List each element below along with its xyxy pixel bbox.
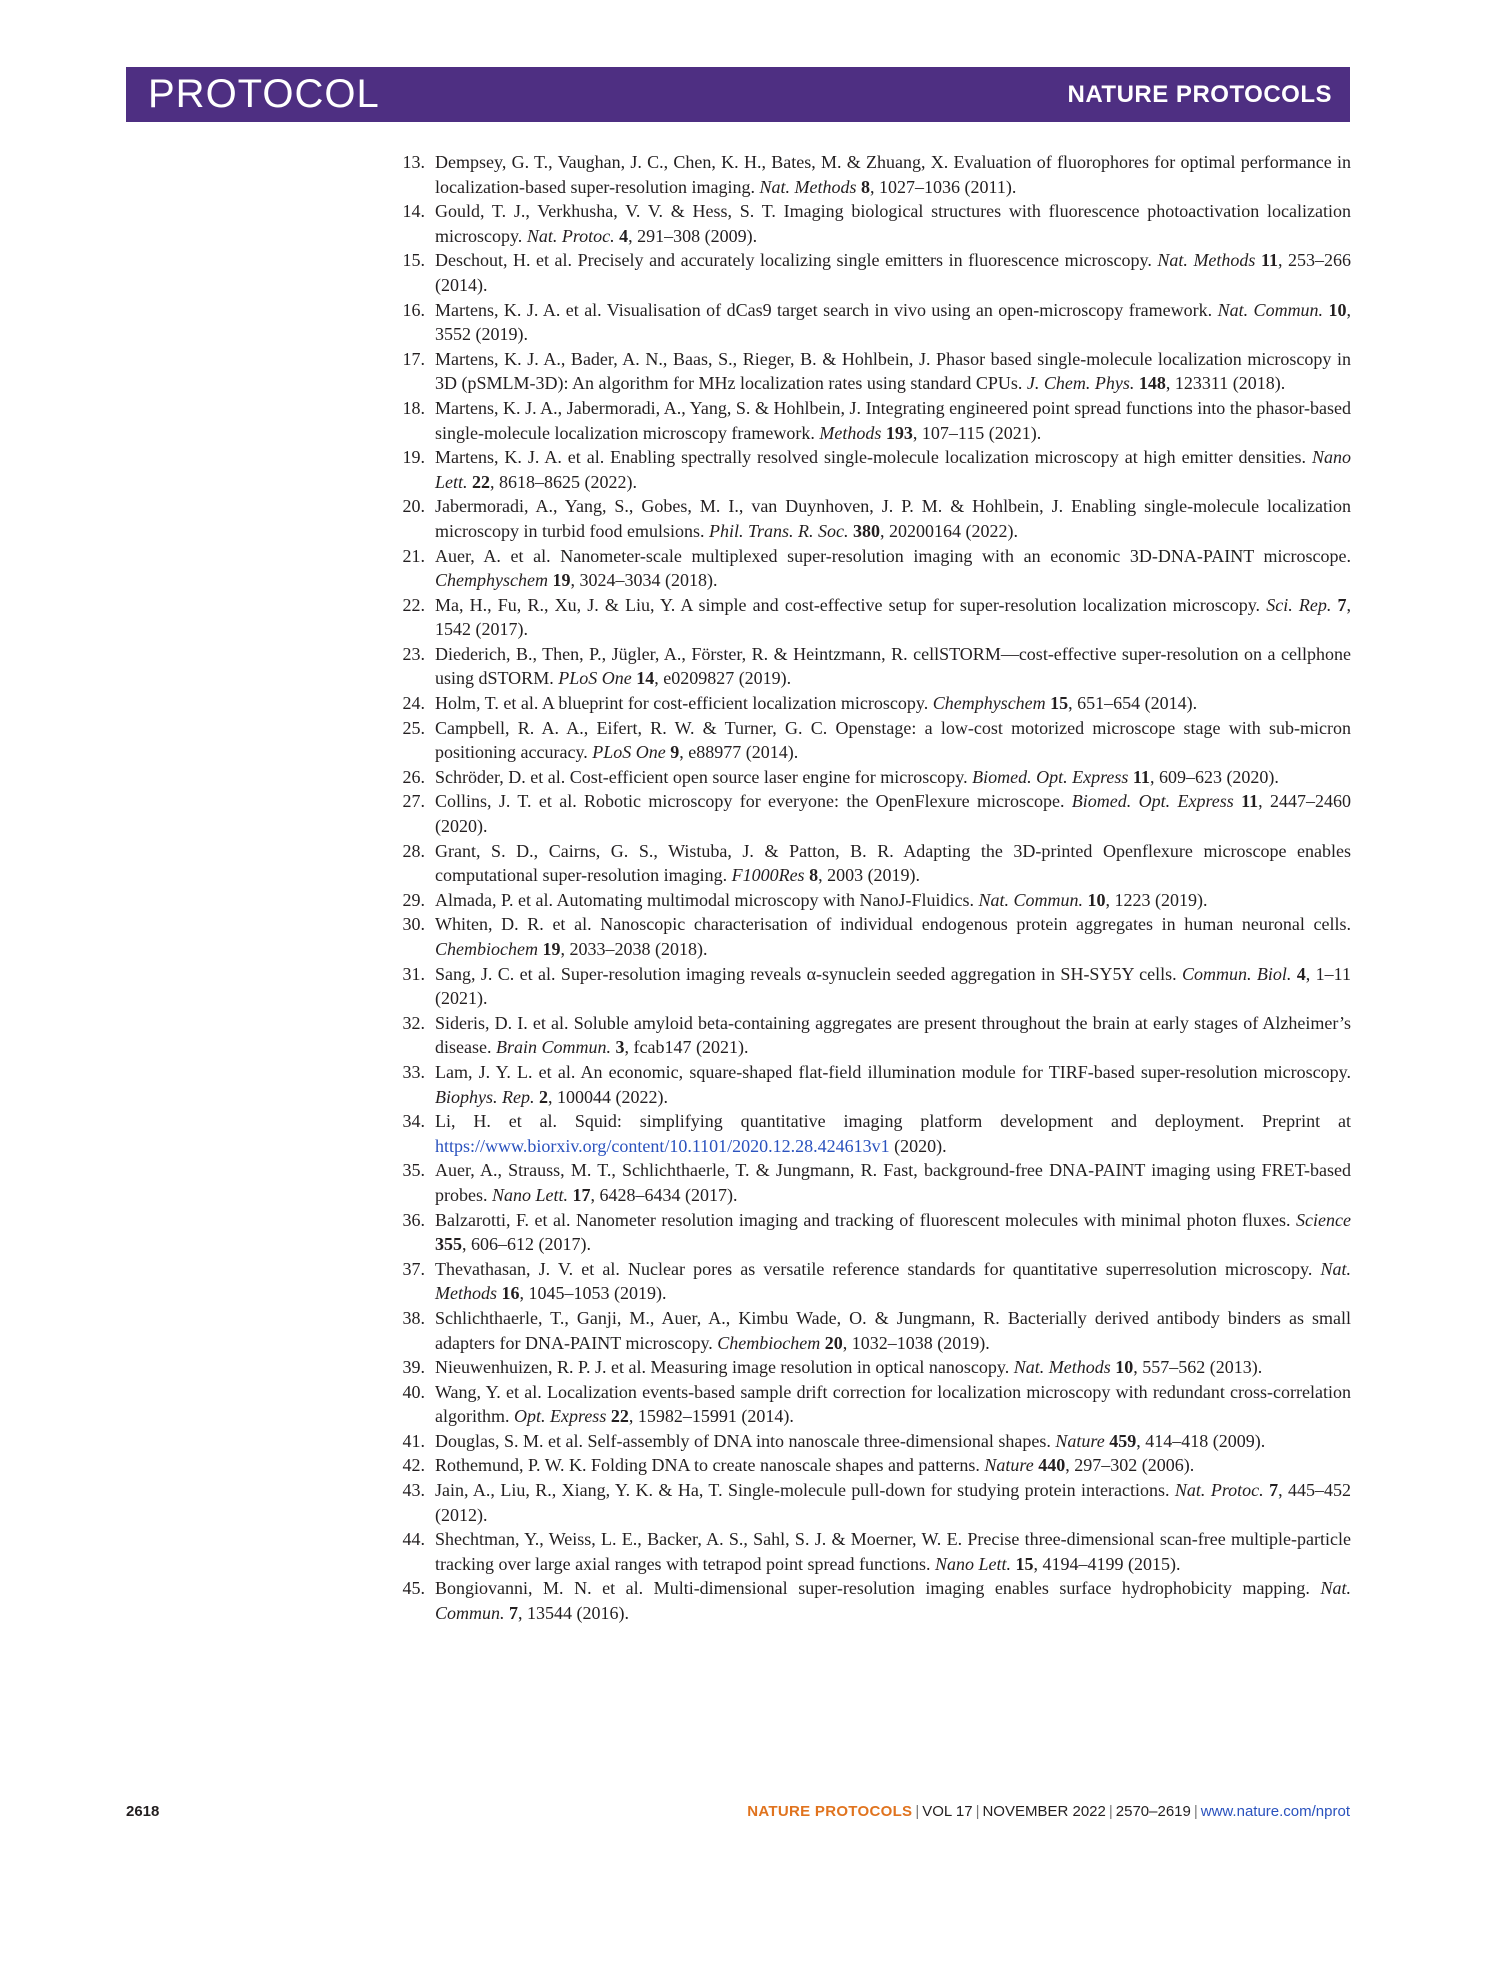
volume-number: 11 bbox=[1132, 766, 1150, 787]
footer-separator: | bbox=[1193, 1803, 1198, 1820]
volume-number: 4 bbox=[619, 225, 629, 246]
reference-number: 13. bbox=[402, 152, 425, 172]
reference-item bbox=[395, 789, 1351, 838]
reference-text: Schröder, D. et al. Cost-efficient open source laser engine for microscopy. bbox=[435, 766, 973, 787]
reference-text: , 609–623 (2020). bbox=[1149, 766, 1279, 787]
reference-text: , 6428–6434 (2017). bbox=[590, 1184, 738, 1205]
reference-item bbox=[395, 1453, 1351, 1478]
reference-number: 32. bbox=[402, 1012, 425, 1033]
reference-text: Holm, T. et al. A blueprint for cost-efficient localization microscopy. bbox=[435, 693, 933, 714]
journal-title: Phil. Trans. R. Soc. bbox=[708, 520, 849, 541]
volume-number: 19 bbox=[552, 570, 571, 591]
reference-number: 28. bbox=[402, 840, 425, 861]
reference-item bbox=[395, 1158, 1351, 1207]
journal-title: Biophys. Rep. bbox=[435, 1086, 535, 1107]
journal-title: Nat. Commun. bbox=[1217, 299, 1324, 320]
reference-number: 17. bbox=[402, 348, 425, 369]
reference-item bbox=[395, 1257, 1351, 1306]
reference-text: Almada, P. et al. Automating multimodal microscopy with NanoJ-Fluidics. bbox=[435, 889, 979, 910]
volume-number: 20 bbox=[824, 1332, 843, 1353]
journal-title: Commun. Biol. bbox=[1182, 963, 1292, 984]
reference-text: Whiten, D. R. et al. Nanoscopic characterisation of individual endogenous protein aggregates in human neuronal cells. bbox=[435, 914, 1351, 935]
reference-item bbox=[395, 691, 1351, 716]
reference-text: Lam, J. Y. L. et al. An economic, square-shaped flat-field illumination module for TIRF-based super-resolution microscopy. bbox=[435, 1061, 1351, 1082]
volume-number: 11 bbox=[1260, 250, 1278, 271]
reference-text: , 1032–1038 (2019). bbox=[842, 1332, 990, 1353]
reference-text: , 414–418 (2009). bbox=[1136, 1430, 1266, 1451]
footer-url-link[interactable]: www.nature.com/nprot bbox=[1200, 1803, 1350, 1820]
reference-text: Grant, S. D., Cairns, G. S., Wistuba, J. & Patton, B. R. Adapting the 3D-printed Openflexure microscope enables computational super-resolution imaging. bbox=[435, 840, 1351, 886]
journal-title: Biomed. Opt. Express bbox=[972, 766, 1129, 787]
volume-number: 22 bbox=[472, 471, 491, 492]
reference-number: 14. bbox=[402, 201, 425, 222]
reference-item bbox=[395, 962, 1351, 1011]
reference-text: , 100044 (2022). bbox=[547, 1086, 668, 1107]
volume-number: 148 bbox=[1138, 373, 1166, 394]
page-number: 2618 bbox=[126, 1803, 160, 1820]
volume-number: 8 bbox=[861, 176, 871, 197]
journal-title: Brain Commun. bbox=[495, 1037, 611, 1058]
reference-text: , 297–302 (2006). bbox=[1065, 1455, 1195, 1476]
reference-text: Sang, J. C. et al. Super-resolution imaging reveals α-synuclein seeded aggregation in SH-SY5Y cells. bbox=[435, 963, 1183, 984]
reference-item bbox=[395, 298, 1351, 347]
journal-name: NATURE PROTOCOLS bbox=[1067, 81, 1332, 108]
reference-text: , 651–654 (2014). bbox=[1068, 693, 1198, 714]
reference-text: Nieuwenhuizen, R. P. J. et al. Measuring image resolution in optical nanoscopy. bbox=[435, 1357, 1014, 1378]
reference-text: (2020). bbox=[889, 1135, 947, 1156]
journal-title: Methods bbox=[819, 422, 882, 443]
journal-title: Chemphyschem bbox=[932, 693, 1046, 714]
reference-text: , e88977 (2014). bbox=[679, 742, 799, 763]
header-bar bbox=[126, 67, 1350, 122]
reference-number: 24. bbox=[402, 693, 425, 714]
reference-item bbox=[395, 1306, 1351, 1355]
volume-number: 2 bbox=[538, 1086, 548, 1107]
reference-number: 40. bbox=[402, 1381, 425, 1402]
volume-number: 8 bbox=[809, 865, 819, 886]
reference-number: 36. bbox=[402, 1209, 425, 1230]
reference-text: , 8618–8625 (2022). bbox=[490, 471, 638, 492]
volume-number: 440 bbox=[1038, 1455, 1066, 1476]
volume-number: 3 bbox=[615, 1037, 625, 1058]
volume-number: 10 bbox=[1328, 299, 1347, 320]
journal-title: Opt. Express bbox=[514, 1406, 607, 1427]
reference-text: , 1045–1053 (2019). bbox=[519, 1283, 667, 1304]
reference-text: , 15982–15991 (2014). bbox=[628, 1406, 794, 1427]
reference-text: Shechtman, Y., Weiss, L. E., Backer, A. S., Sahl, S. J. & Moerner, W. E. Precise three-dimensional scan-free multiple-particle tracking over large axial ranges with tetrapod point spread functions. bbox=[435, 1529, 1351, 1574]
reference-text: Wang, Y. et al. Localization events-based sample drift correction for localization microscopy with redundant cross-correlation algorithm. bbox=[435, 1381, 1351, 1427]
volume-number: 16 bbox=[501, 1283, 520, 1304]
journal-title: PLoS One bbox=[558, 668, 632, 689]
volume-number: 19 bbox=[542, 939, 561, 959]
reference-text: Schlichthaerle, T., Ganji, M., Auer, A., Kimbu Wade, O. & Jungmann, R. Bacterially derived antibody binders as small adapters for DNA-PAINT microscopy. bbox=[435, 1307, 1351, 1353]
journal-title: Nature bbox=[984, 1455, 1034, 1476]
reference-text: , fcab147 (2021). bbox=[624, 1037, 749, 1058]
reference-number: 34. bbox=[402, 1111, 425, 1132]
reference-item bbox=[395, 1576, 1351, 1625]
volume-number: 380 bbox=[853, 520, 880, 541]
volume-number: 7 bbox=[1269, 1480, 1279, 1501]
reference-text: Auer, A. et al. Nanometer-scale multiplexed super-resolution imaging with an economic 3D-DNA-PAINT microscope. bbox=[435, 545, 1351, 566]
reference-number: 33. bbox=[402, 1061, 425, 1082]
reference-text: Diederich, B., Then, P., Jügler, A., Förster, R. & Heintzmann, R. cellSTORM—cost-effective super-resolution on a cellphone using dSTORM. bbox=[435, 643, 1351, 689]
reference-item bbox=[395, 494, 1351, 543]
volume-number: 193 bbox=[885, 422, 913, 443]
reference-number: 25. bbox=[402, 717, 425, 738]
reference-text: Martens, K. J. A. et al. Enabling spectrally resolved single-molecule localization microscopy at high emitter densities. bbox=[435, 447, 1312, 468]
volume-number: 15 bbox=[1050, 693, 1069, 714]
reference-text: , 1223 (2019). bbox=[1105, 889, 1208, 910]
reference-list bbox=[395, 150, 1351, 1626]
reference-item bbox=[395, 544, 1351, 593]
reference-text: Ma, H., Fu, R., Xu, J. & Liu, Y. A simple and cost-effective setup for super-resolution localization microscopy. bbox=[435, 594, 1267, 615]
reference-number: 18. bbox=[402, 397, 425, 418]
reference-item bbox=[395, 1060, 1351, 1109]
reference-text: , e0209827 (2019). bbox=[654, 668, 792, 689]
reference-number: 26. bbox=[402, 766, 425, 787]
reference-number: 35. bbox=[402, 1160, 425, 1181]
reference-text: Sideris, D. I. et al. Soluble amyloid beta-containing aggregates are present throughout the brain at early stages of Alzheimer’s disease. bbox=[435, 1012, 1351, 1058]
reference-item bbox=[395, 912, 1351, 961]
volume-number: 7 bbox=[1337, 594, 1347, 615]
reference-number: 45. bbox=[402, 1578, 425, 1599]
reference-item bbox=[395, 1355, 1351, 1380]
volume-number: 11 bbox=[1241, 791, 1259, 812]
reference-text: Gould, T. J., Verkhusha, V. V. & Hess, S. T. Imaging biological structures with fluorescence photoactivation localization microscopy. bbox=[435, 201, 1351, 246]
reference-item bbox=[395, 1011, 1351, 1060]
reference-text: Thevathasan, J. V. et al. Nuclear pores as versatile reference standards for quantitative superresolution microscopy. bbox=[435, 1258, 1321, 1279]
footer-date: NOVEMBER 2022 bbox=[982, 1803, 1106, 1820]
reference-text: Li, H. et al. Squid: simplifying quantitative imaging platform development and deployment. Preprint at bbox=[435, 1111, 1351, 1132]
reference-text: Martens, K. J. A., Jabermoradi, A., Yang, S. & Hohlbein, J. Integrating engineered point spread functions into the phasor-based single-molecule localization microscopy framework. bbox=[435, 397, 1351, 443]
reference-text: , 20200164 (2022). bbox=[880, 520, 1018, 541]
reference-number: 39. bbox=[402, 1357, 425, 1378]
reference-number: 29. bbox=[402, 889, 425, 910]
journal-title: Nature bbox=[1055, 1430, 1105, 1451]
journal-title: Nat. Methods bbox=[1157, 250, 1256, 271]
volume-number: 22 bbox=[610, 1406, 629, 1427]
reference-number: 43. bbox=[402, 1480, 425, 1501]
reference-item bbox=[395, 765, 1351, 790]
reference-item bbox=[395, 1109, 1351, 1158]
reference-text: Deschout, H. et al. Precisely and accurately localizing single emitters in fluorescence microscopy. bbox=[435, 250, 1158, 271]
reference-text: , 1542 (2017). bbox=[435, 594, 1351, 640]
reference-number: 30. bbox=[402, 914, 425, 935]
journal-title: Nat. Methods bbox=[435, 1258, 1351, 1304]
reference-text: Douglas, S. M. et al. Self-assembly of DNA into nanoscale three-dimensional shapes. bbox=[435, 1430, 1056, 1451]
journal-title: Nano Lett. bbox=[492, 1184, 569, 1205]
reference-item bbox=[395, 199, 1351, 248]
reference-text: , 606–612 (2017). bbox=[462, 1234, 591, 1255]
reference-text: Jain, A., Liu, R., Xiang, Y. K. & Ha, T. Single-molecule pull-down for studying protein interactions. bbox=[435, 1480, 1175, 1501]
footer-separator: | bbox=[975, 1803, 980, 1820]
reference-text: , 2447–2460 (2020). bbox=[435, 791, 1351, 837]
reference-item bbox=[395, 593, 1351, 642]
reference-text: , 13544 (2016). bbox=[518, 1603, 630, 1624]
journal-title: Biomed. Opt. Express bbox=[1071, 791, 1234, 812]
journal-title: Science bbox=[1296, 1209, 1351, 1230]
journal-title: Nat. Methods bbox=[759, 176, 857, 197]
reference-item bbox=[395, 1380, 1351, 1429]
reference-number: 41. bbox=[402, 1430, 425, 1451]
reference-text: , 4194–4199 (2015). bbox=[1033, 1553, 1181, 1574]
journal-title: Chembiochem bbox=[717, 1332, 821, 1353]
reference-text: , 445–452 (2012). bbox=[435, 1480, 1351, 1525]
reference-text: Martens, K. J. A., Bader, A. N., Baas, S., Rieger, B. & Hohlbein, J. Phasor based single-molecule localization microscopy in 3D (pSMLM-3D): An algorithm for MHz localization rates using standard CPUs. bbox=[435, 348, 1351, 394]
volume-number: 355 bbox=[435, 1234, 462, 1255]
volume-number: 15 bbox=[1015, 1553, 1034, 1574]
reference-number: 31. bbox=[402, 963, 425, 984]
reference-text: Campbell, R. A. A., Eifert, R. W. & Turner, G. C. Openstage: a low-cost motorized microscope stage with sub-micron positioning accuracy. bbox=[435, 717, 1351, 763]
journal-title: Chembiochem bbox=[435, 939, 538, 959]
journal-title: Nat. Protoc. bbox=[1174, 1480, 1264, 1501]
footer-citation bbox=[747, 1802, 1350, 1822]
footer-volume: VOL 17 bbox=[922, 1803, 973, 1820]
reference-text: , 253–266 (2014). bbox=[435, 250, 1352, 295]
reference-number: 22. bbox=[402, 594, 425, 615]
reference-text: , 3552 (2019). bbox=[435, 299, 1352, 345]
journal-title: PLoS One bbox=[592, 742, 666, 763]
reference-number: 27. bbox=[402, 791, 425, 812]
reference-item bbox=[395, 347, 1351, 396]
volume-number: 9 bbox=[670, 742, 680, 763]
reference-text: , 123311 (2018). bbox=[1165, 373, 1286, 394]
journal-title: Nano Lett. bbox=[435, 447, 1351, 492]
reference-text: Rothemund, P. W. K. Folding DNA to create nanoscale shapes and patterns. bbox=[435, 1455, 985, 1476]
reference-number: 38. bbox=[402, 1307, 425, 1328]
reference-item bbox=[395, 445, 1351, 494]
journal-title: J. Chem. Phys. bbox=[1026, 373, 1135, 394]
reference-item bbox=[395, 248, 1351, 297]
reference-text: Collins, J. T. et al. Robotic microscopy for everyone: the OpenFlexure microscope. bbox=[435, 791, 1072, 812]
footer-separator: | bbox=[915, 1803, 920, 1820]
reference-text: , 2003 (2019). bbox=[818, 865, 921, 886]
reference-text: , 557–562 (2013). bbox=[1133, 1357, 1263, 1378]
footer-separator: | bbox=[1108, 1803, 1113, 1820]
volume-number: 17 bbox=[572, 1184, 591, 1205]
reference-item bbox=[395, 1478, 1351, 1527]
reference-item bbox=[395, 642, 1351, 691]
journal-title: Sci. Rep. bbox=[1266, 594, 1332, 615]
footer-pages: 2570–2619 bbox=[1115, 1803, 1191, 1820]
reference-item bbox=[395, 1527, 1351, 1576]
volume-number: 459 bbox=[1109, 1430, 1137, 1451]
reference-number: 19. bbox=[402, 447, 425, 468]
reference-number: 23. bbox=[402, 643, 425, 664]
reference-item bbox=[395, 839, 1351, 888]
reference-text: Bongiovanni, M. N. et al. Multi-dimensional super-resolution imaging enables surface hydrophobicity mapping. bbox=[435, 1578, 1321, 1599]
article-type-label: PROTOCOL bbox=[148, 72, 380, 116]
reference-text: , 107–115 (2021). bbox=[912, 422, 1042, 443]
reference-text: , 1027–1036 (2011). bbox=[870, 176, 1017, 197]
reference-item bbox=[395, 888, 1351, 913]
reference-url-link[interactable]: https://www.biorxiv.org/content/10.1101/2020.12.28.424613v1 bbox=[435, 1135, 890, 1156]
reference-item bbox=[395, 716, 1351, 765]
reference-text: Jabermoradi, A., Yang, S., Gobes, M. I., van Duynhoven, J. P. M. & Hohlbein, J. Enabling single-molecule localization microscopy in turbid food emulsions. bbox=[435, 496, 1351, 541]
reference-text: Dempsey, G. T., Vaughan, J. C., Chen, K. H., Bates, M. & Zhuang, X. Evaluation of fluorophores for optimal performance in localization-based super-resolution imaging. bbox=[435, 152, 1351, 197]
volume-number: 4 bbox=[1296, 963, 1306, 984]
reference-item bbox=[395, 1429, 1351, 1454]
reference-item bbox=[395, 150, 1351, 199]
reference-item bbox=[395, 396, 1351, 445]
reference-text: , 2033–2038 (2018). bbox=[560, 939, 708, 959]
journal-title: Nano Lett. bbox=[935, 1553, 1012, 1574]
reference-number: 42. bbox=[402, 1455, 425, 1476]
reference-text: Balzarotti, F. et al. Nanometer resolution imaging and tracking of fluorescent molecules with minimal photon fluxes. bbox=[435, 1209, 1297, 1230]
volume-number: 10 bbox=[1115, 1357, 1134, 1378]
reference-number: 15. bbox=[402, 250, 425, 271]
journal-title: Chemphyschem bbox=[435, 570, 548, 591]
reference-text: , 3024–3034 (2018). bbox=[570, 570, 718, 591]
journal-title: Nat. Commun. bbox=[978, 889, 1083, 910]
journal-title: Nat. Commun. bbox=[435, 1578, 1351, 1624]
reference-number: 20. bbox=[402, 496, 425, 517]
page-footer bbox=[126, 1802, 1350, 1822]
reference-number: 16. bbox=[402, 299, 425, 320]
volume-number: 14 bbox=[636, 668, 655, 689]
footer-journal: NATURE PROTOCOLS bbox=[747, 1803, 913, 1820]
reference-text: , 291–308 (2009). bbox=[628, 225, 758, 246]
journal-title: Nat. Protoc. bbox=[526, 225, 615, 246]
volume-number: 10 bbox=[1087, 889, 1106, 910]
reference-text: Martens, K. J. A. et al. Visualisation of dCas9 target search in vivo using an open-microscopy framework. bbox=[435, 299, 1218, 320]
reference-text: Auer, A., Strauss, M. T., Schlichthaerle, T. & Jungmann, R. Fast, background-free DNA-PAINT imaging using FRET-based probes. bbox=[435, 1160, 1351, 1205]
reference-text: , 1–11 (2021). bbox=[435, 963, 1352, 1009]
reference-number: 37. bbox=[402, 1258, 425, 1279]
volume-number: 7 bbox=[509, 1603, 519, 1624]
reference-number: 44. bbox=[402, 1529, 425, 1550]
journal-title: F1000Res bbox=[731, 865, 805, 886]
reference-number: 21. bbox=[402, 545, 425, 566]
reference-item bbox=[395, 1208, 1351, 1257]
journal-title: Nat. Methods bbox=[1013, 1357, 1111, 1378]
